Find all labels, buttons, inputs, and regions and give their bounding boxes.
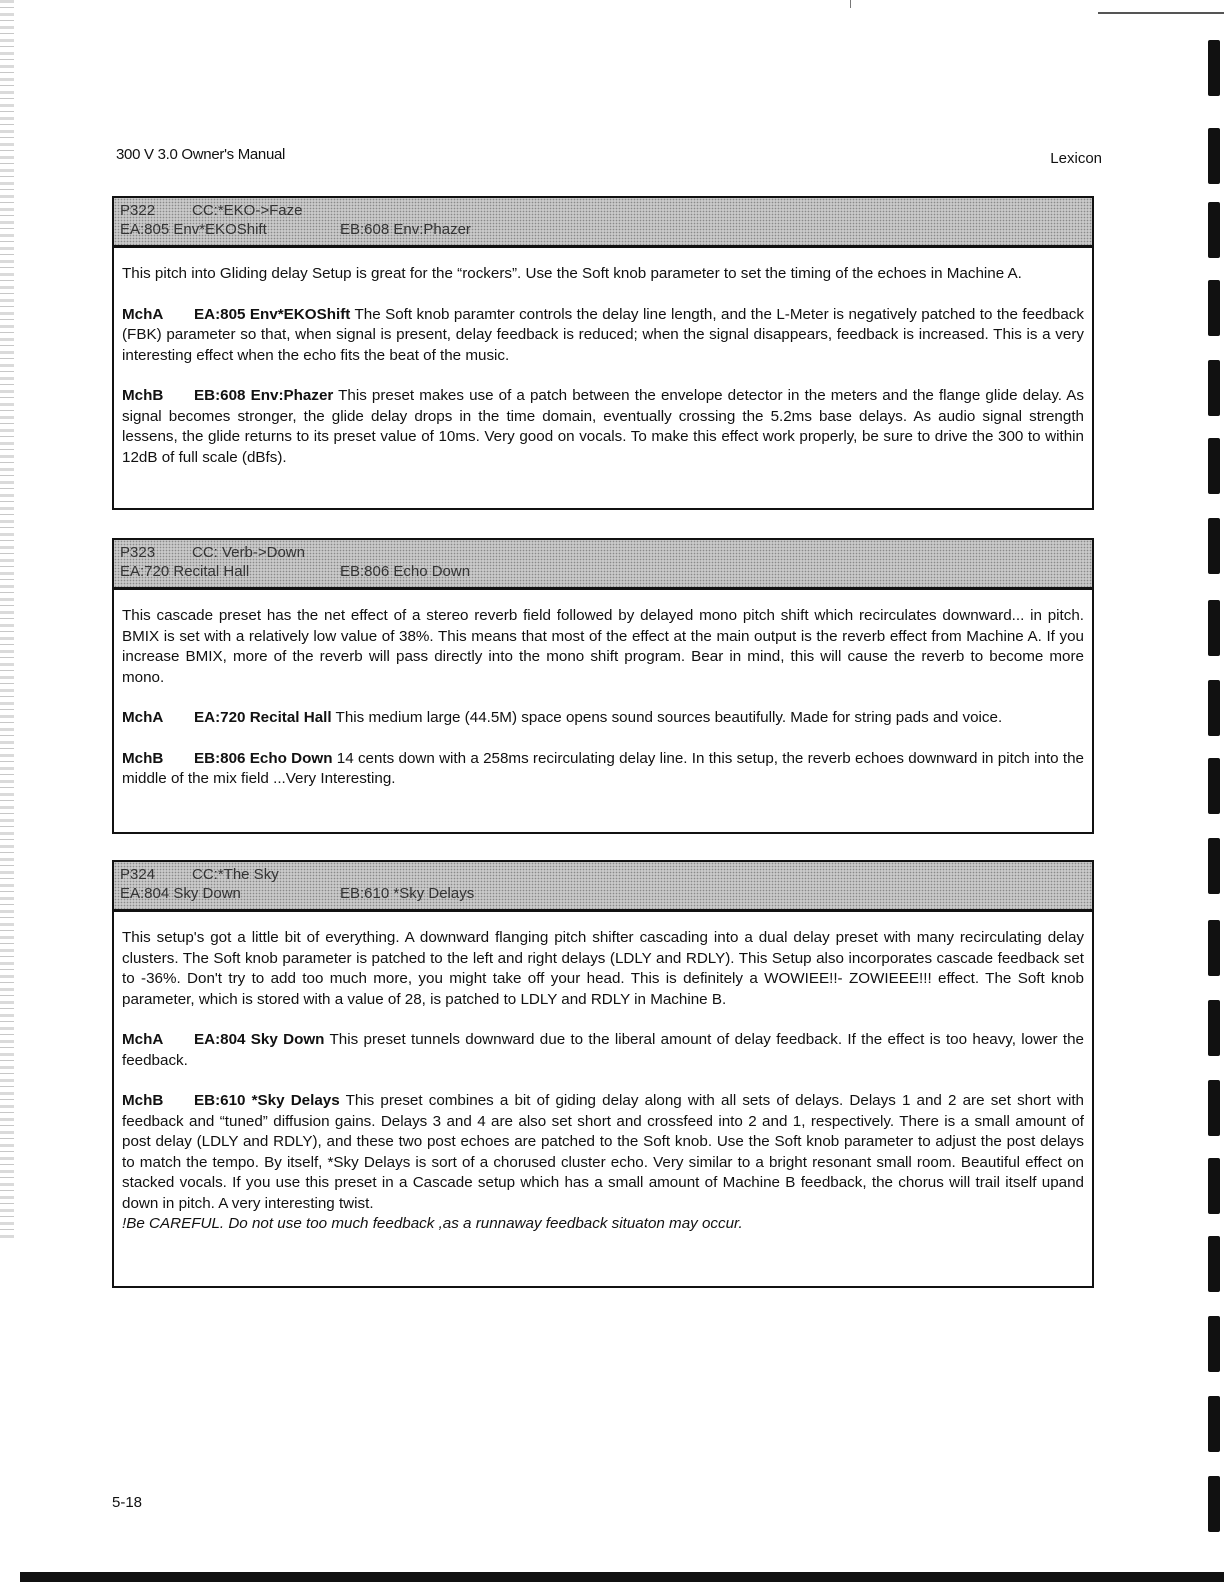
intro-text: This setup's got a little bit of everything. A downward flanging pitch shifter cascading into a dual delay preset with many recirculating delay clusters. The Soft knob parameter is patched to the left and right delays (LDLY and RDLY). This Setup also incorporates cascade feedback set to -36%. Don't try to add too much more, you might take off your head. This is definitely a WOWIEE!!- ZOWIEEE!!! effect. The Soft knob parameter, which is stored with a value of 28, is patched to LDLY and RDLY in Machine B.	[122, 929, 1084, 1008]
cascade-name: CC:*The Sky	[192, 866, 279, 883]
preset-p322	[112, 196, 1094, 510]
preset-id: P323	[120, 544, 156, 561]
preset-header	[114, 540, 1092, 590]
manual-title: 300 V 3.0 Owner's Manual	[116, 146, 286, 163]
machine-b-paragraph	[122, 749, 1084, 790]
machine-b-preset: EB:608 Env:Phazer	[340, 221, 471, 238]
preset-id: P324	[120, 866, 156, 883]
preset-header	[114, 198, 1092, 248]
machine-b-preset: EB:806 Echo Down	[340, 563, 471, 580]
intro-text: This cascade preset has the net effect of a stereo reverb field followed by delayed mono pitch shift which recirculates downward... in pitch. BMIX is set with a relatively low value of 38%. This means that most of the effect at the main output is the reverb effect from Machine A. If you increase BMIX, more of the reverb will pass directly into the mono shift program. Bear in mind, this will cause the reverb to become more mono.	[122, 607, 1084, 686]
preset-header	[114, 862, 1092, 912]
machine-a-name: EA:805 Env*EKOShift	[194, 305, 351, 323]
scan-tick-mark	[850, 0, 851, 8]
machine-b-preset: EB:610 *Sky Delays	[340, 885, 475, 902]
machine-a-preset: EA:805 Env*EKOShift	[120, 221, 267, 238]
machine-a-text: This medium large (44.5M) space opens sound sources beautifully. Made for string pads and voice.	[335, 709, 1003, 726]
brand-name: Lexicon	[1050, 150, 1102, 167]
machine-a-paragraph	[122, 708, 1084, 729]
binder-hole-marks	[1208, 40, 1222, 1540]
preset-description	[114, 912, 1092, 1241]
machine-a-preset: EA:720 Recital Hall	[120, 563, 250, 580]
cascade-name: CC:*EKO->Faze	[192, 202, 303, 219]
machine-b-text: This preset combines a bit of giding delay along with all sets of delays. Delays 1 and 2 are set short with feedback and “tuned” diffusion gains. Delays 3 and 4 are also set short and crossfeed into 2 and 1, respectively. There is a small amount of post delay (LDLY and RDLY), and these two post echoes are patched to the Soft knob. Use the Soft knob parameter to adjust the post delays to match the tempo. By itself, *Sky Delays is sort of a chorused cluster echo. Very similar to a bright resonant small room. Beautiful effect on stacked vocals. If you use this preset in a Cascade setup which has a small amount of Machine B feedback, the chorus will trail itself upand down in pitch. A very interesting twist.	[122, 1092, 1085, 1212]
cascade-name: CC: Verb->Down	[192, 544, 305, 561]
machine-a-paragraph	[122, 305, 1084, 367]
preset-p324	[112, 860, 1094, 1288]
scan-top-rule	[1098, 12, 1224, 14]
machine-a-label: MchA	[122, 305, 164, 323]
machine-a-name: EA:720 Recital Hall	[194, 709, 332, 726]
machine-a-text: The Soft knob paramter controls the delay line length, and the L-Meter is negatively patched to the feedback (FBK) parameter so that, when signal is present, delay feedback is reduced; when the signal disappears, feedback is increased. This is a very interesting effect when the echo fits the beat of the music.	[122, 305, 1084, 364]
machine-b-name: EB:806 Echo Down	[194, 749, 333, 767]
machine-b-label: MchB	[122, 1092, 164, 1109]
scan-left-edge	[0, 0, 14, 1240]
preset-description	[114, 590, 1092, 796]
machine-b-name: EB:610 *Sky Delays	[194, 1092, 340, 1109]
machine-b-label: MchB	[122, 387, 164, 404]
intro-text: This pitch into Gliding delay Setup is great for the “rockers”. Use the Soft knob parameter to set the timing of the echoes in Machine A.	[122, 265, 1022, 282]
machine-b-text: This preset makes use of a patch between the envelope detector in the meters and the flange glide delay. As signal becomes stronger, the glide delay drops in the time domain, eventually crossing the 5.2ms base delays. As audio signal strength lessens, the glide returns to its preset value of 10ms. Very good on vocals. To make this effect work properly, be sure to drive the 300 to within 12dB of full scale (dBfs).	[122, 387, 1084, 466]
preset-id: P322	[120, 202, 156, 219]
machine-a-name: EA:804 Sky Down	[194, 1031, 325, 1048]
scan-bottom-rule	[20, 1572, 1224, 1582]
feedback-warning: !Be CAREFUL. Do not use too much feedback ,as a runnaway feedback situaton may occur.	[122, 1215, 743, 1232]
machine-a-label: MchA	[122, 1031, 164, 1048]
machine-a-label: MchA	[122, 709, 164, 726]
machine-a-paragraph	[122, 1030, 1084, 1071]
page-number: 5-18	[112, 1494, 143, 1511]
preset-description	[114, 248, 1092, 474]
machine-b-paragraph	[122, 386, 1084, 468]
machine-b-label: MchB	[122, 749, 164, 767]
machine-b-paragraph	[122, 1091, 1084, 1235]
machine-b-text: 14 cents down with a 258ms recirculating delay line. In this setup, the reverb echoes downward in pitch into the middle of the mix field ...Very Interesting.	[122, 749, 1084, 787]
machine-a-text: This preset tunnels downward due to the liberal amount of delay feedback. If the effect is too heavy, lower the feedback.	[122, 1031, 1084, 1069]
machine-a-preset: EA:804 Sky Down	[120, 885, 241, 902]
preset-p323	[112, 538, 1094, 834]
machine-b-name: EB:608 Env:Phazer	[194, 387, 334, 404]
